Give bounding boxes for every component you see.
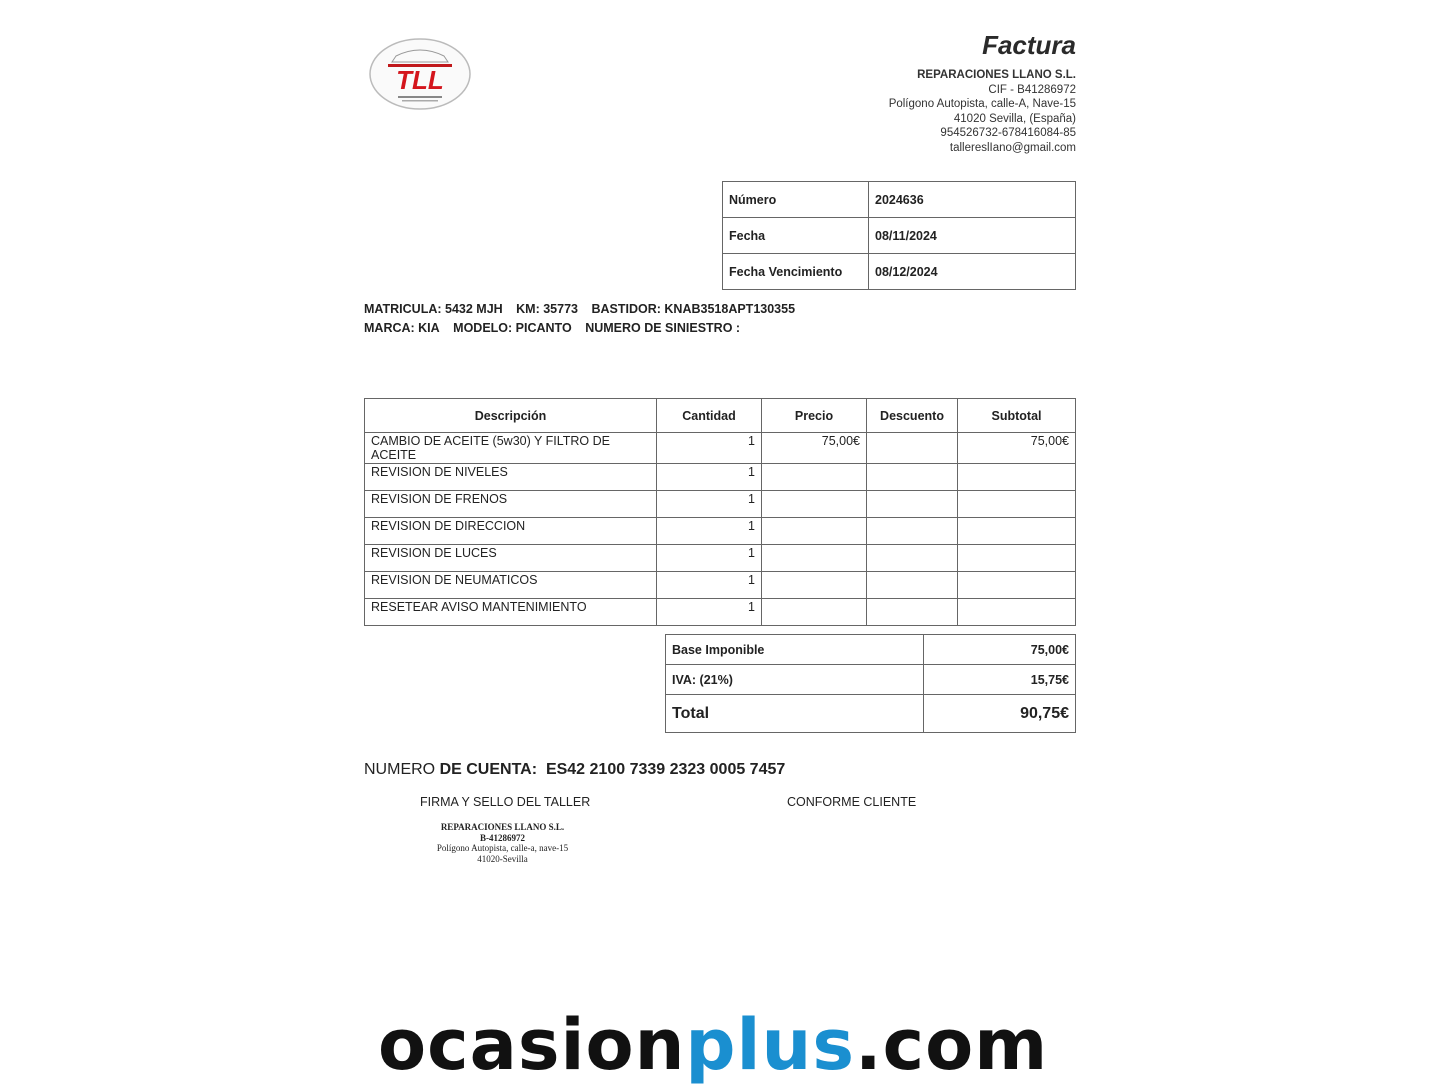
cell-price — [762, 545, 867, 572]
logo-emblem — [368, 36, 472, 112]
account-iban: ES42 2100 7339 2323 0005 7457 — [545, 761, 786, 778]
cell-quantity: 1 — [657, 491, 762, 518]
cell-discount — [867, 491, 958, 518]
totals-row-base — [666, 635, 1076, 665]
cell-description: RESETEAR AVISO MANTENIMIENTO — [365, 599, 657, 626]
total-label: Total — [666, 695, 924, 733]
account-prefix: NUMERO — [364, 761, 440, 778]
cell-subtotal — [958, 599, 1076, 626]
vehicle-vin: BASTIDOR: KNAB3518APT130355 — [591, 302, 796, 316]
document-title: Factura — [982, 30, 1076, 60]
col-header-description: Descripción — [365, 399, 657, 433]
base-label: Base Imponible — [666, 635, 924, 665]
meta-row — [723, 254, 1076, 290]
iva-value: 15,75€ — [924, 665, 1076, 695]
cell-subtotal: 75,00€ — [958, 433, 1076, 464]
company-phones: 954526732-678416084-85 — [940, 127, 1076, 139]
stamp-line-1: REPARACIONES LLANO S.L. — [440, 822, 565, 832]
stamp-line-3: Polígono Autopista, calle-a, nave-15 — [436, 843, 569, 853]
stamp-line-4: 41020-Sevilla — [477, 853, 528, 864]
logo-text: TLL — [396, 65, 444, 95]
cell-discount — [867, 599, 958, 626]
cell-discount — [867, 572, 958, 599]
vehicle-km: KM: 35773 — [516, 302, 578, 316]
watermark-part-1: ocasion — [378, 1004, 686, 1086]
invoice-meta-table — [722, 181, 1076, 290]
base-value: 75,00€ — [924, 635, 1076, 665]
table-row — [365, 433, 1076, 464]
cell-subtotal — [958, 572, 1076, 599]
totals-row-iva — [666, 665, 1076, 695]
meta-row — [723, 182, 1076, 218]
cell-description: CAMBIO DE ACEITE (5w30) Y FILTRO DE ACEITE — [365, 433, 657, 464]
vehicle-model: MODELO: PICANTO — [453, 321, 572, 335]
totals-row-total — [666, 695, 1076, 733]
meta-label: Número — [723, 182, 869, 218]
cell-description: REVISION DE NIVELES — [365, 464, 657, 491]
cell-price — [762, 599, 867, 626]
cell-price — [762, 572, 867, 599]
company-address-line1: Polígono Autopista, calle-A, Nave-15 — [888, 98, 1076, 110]
col-header-price: Precio — [762, 399, 867, 433]
iva-label: IVA: (21%) — [666, 665, 924, 695]
meta-value: 08/12/2024 — [869, 254, 1076, 290]
bank-account — [364, 761, 785, 779]
company-email: tallereslIano@gmail.com — [949, 141, 1076, 154]
meta-value: 08/11/2024 — [869, 218, 1076, 254]
vehicle-plate: MATRICULA: 5432 MJH — [364, 302, 503, 316]
cell-price — [762, 464, 867, 491]
cell-subtotal — [958, 545, 1076, 572]
meta-label: Fecha Vencimiento — [723, 254, 869, 290]
cell-quantity: 1 — [657, 572, 762, 599]
stamp-line-2: B-41286972 — [480, 832, 525, 843]
ocasionplus-watermark — [378, 1000, 1048, 1090]
cell-subtotal — [958, 518, 1076, 545]
account-label: DE CUENTA: — [439, 761, 538, 778]
cell-description: REVISION DE LUCES — [365, 545, 657, 572]
vehicle-make: MARCA: KIA — [364, 321, 440, 335]
cell-description: REVISION DE DIRECCION — [365, 518, 657, 545]
meta-value: 2024636 — [869, 182, 1076, 218]
cell-discount — [867, 518, 958, 545]
cell-subtotal — [958, 491, 1076, 518]
cell-quantity: 1 — [657, 599, 762, 626]
cell-quantity: 1 — [657, 433, 762, 464]
cell-quantity: 1 — [657, 464, 762, 491]
vehicle-line-1 — [364, 300, 805, 319]
items-header-row — [365, 399, 1076, 433]
company-cif: CIF - B41286972 — [988, 83, 1076, 96]
table-row — [365, 545, 1076, 572]
meta-label: Fecha — [723, 218, 869, 254]
signature-workshop-label: FIRMA Y SELLO DEL TALLER — [420, 795, 591, 809]
cell-price: 75,00€ — [762, 433, 867, 464]
cell-price — [762, 491, 867, 518]
vehicle-line-2 — [364, 319, 805, 338]
company-name: REPARACIONES LLANO S.L. — [917, 69, 1076, 81]
company-info — [889, 68, 1076, 155]
table-row — [365, 572, 1076, 599]
col-header-subtotal: Subtotal — [958, 399, 1076, 433]
watermark-part-2: plus — [685, 1004, 856, 1086]
company-logo — [368, 36, 472, 112]
table-row — [365, 464, 1076, 491]
cell-description: REVISION DE FRENOS — [365, 491, 657, 518]
table-row — [365, 599, 1076, 626]
total-value: 90,75€ — [924, 695, 1076, 733]
cell-description: REVISION DE NEUMATICOS — [365, 572, 657, 599]
company-address-line2: 41020 Sevilla, (España) — [953, 112, 1076, 125]
totals-table — [665, 634, 1076, 733]
col-header-discount: Descuento — [867, 399, 958, 433]
vehicle-claim-number: NUMERO DE SINIESTRO : — [585, 321, 741, 335]
cell-quantity: 1 — [657, 545, 762, 572]
cell-quantity: 1 — [657, 518, 762, 545]
cell-discount — [867, 464, 958, 491]
cell-subtotal — [958, 464, 1076, 491]
cell-discount — [867, 545, 958, 572]
cell-discount — [867, 433, 958, 464]
watermark-part-3: .com — [855, 1004, 1049, 1086]
col-header-quantity: Cantidad — [657, 399, 762, 433]
meta-row — [723, 218, 1076, 254]
items-table — [364, 398, 1076, 626]
workshop-stamp — [425, 822, 580, 864]
cell-price — [762, 518, 867, 545]
table-row — [365, 518, 1076, 545]
signature-client-label: CONFORME CLIENTE — [787, 795, 917, 809]
table-row — [365, 491, 1076, 518]
vehicle-info — [364, 300, 805, 338]
